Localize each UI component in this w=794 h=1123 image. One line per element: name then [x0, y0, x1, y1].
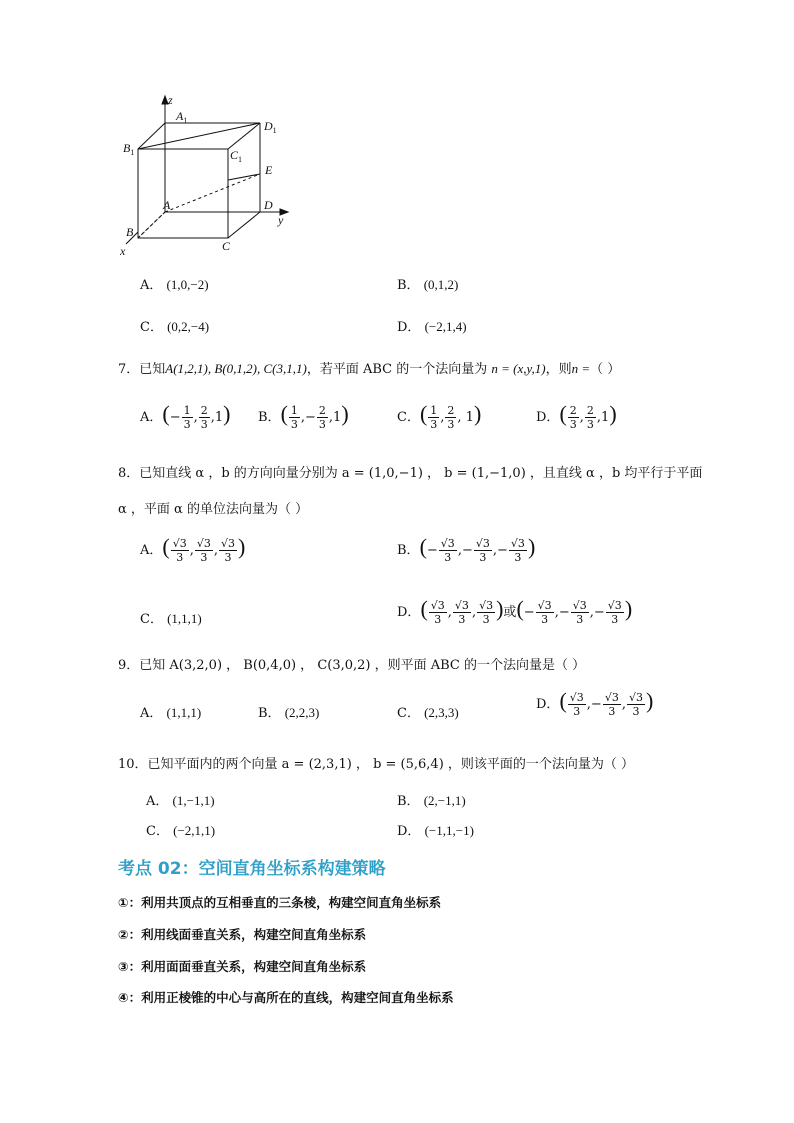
q10-option-d[interactable]: D． (−1,1,−1) — [397, 823, 474, 839]
cube-figure — [110, 92, 310, 262]
q6-option-a[interactable]: A． (1,0,−2) — [140, 277, 209, 293]
q7-option-b[interactable]: B．( $\frac{1}{3}$ ,− $\frac{2}{3}$ ,1) — [258, 401, 349, 431]
q9-option-b[interactable]: B． (2,2,3) — [258, 705, 320, 721]
label-c: C — [222, 239, 231, 253]
q10-option-a[interactable]: A． (1,−1,1) — [146, 793, 215, 809]
label-y: y — [278, 213, 284, 227]
label-e: E — [265, 163, 273, 177]
strategy-item-3: ③：利用面面垂直关系，构建空间直角坐标系 — [118, 959, 367, 974]
label-b1: $B_1$ — [123, 141, 135, 157]
q9-option-d[interactable]: D．( $\frac{√3}{3}$ ,− $\frac{√3}{3}$ , $\frac{√3}{3}$ ) — [536, 688, 654, 718]
q8-option-c[interactable]: C． (1,1,1) — [140, 611, 202, 627]
label-b: B — [126, 225, 134, 239]
label-c1: $C_1$ — [230, 148, 243, 164]
q10-option-b[interactable]: B． (2,−1,1) — [397, 793, 466, 809]
q7-option-d[interactable]: D．( $\frac{2}{3}$ , $\frac{2}{3}$ ,1) — [536, 401, 617, 431]
section-heading: 考点 02：空间直角坐标系构建策略 — [118, 859, 386, 879]
q9-option-a[interactable]: A． (1,1,1) — [140, 705, 202, 721]
strategy-item-2: ②：利用线面垂直关系，构建空间直角坐标系 — [118, 927, 367, 942]
question-9: 9．已知 A(3,2,0) ， B(0,4,0) ， C(3,0,2) ，则平面 ABC 的一个法向量是（ ） — [118, 658, 586, 673]
q7-option-c[interactable]: C．( $\frac{1}{3}$ , $\frac{2}{3}$ , 1) — [397, 401, 482, 431]
q6-option-d[interactable]: D． (−2,1,4) — [397, 319, 467, 335]
question-7: 7．已知A(1,2,1), B(0,1,2), C(3,1,1)，若平面 ABC 的一个法向量为 n = (x,y,1)，则n =（ ） — [118, 361, 621, 377]
q8-option-b[interactable]: B．(− $\frac{√3}{3}$ ,− $\frac{√3}{3}$ ,− $\frac{√3}{3}$ ) — [397, 534, 536, 564]
q6-option-c[interactable]: C． (0,2,−4) — [140, 319, 210, 335]
question-8-line-2: α ，平面 α 的单位法向量为（ ） — [118, 502, 309, 517]
q10-option-c[interactable]: C． (−2,1,1) — [146, 823, 216, 839]
strategy-item-4: ④：利用正棱锥的中心与高所在的直线，构建空间直角坐标系 — [118, 990, 454, 1005]
label-a1: $A_1$ — [176, 109, 188, 125]
strategy-item-1: ①：利用共顶点的互相垂直的三条棱，构建空间直角坐标系 — [118, 895, 442, 910]
label-z: z — [168, 93, 173, 107]
label-d: D — [264, 198, 273, 212]
q7-option-a[interactable]: A．(− $\frac{1}{3}$ , $\frac{2}{3}$ ,1) — [140, 401, 231, 431]
q6-option-b[interactable]: B． (0,1,2) — [397, 277, 459, 293]
question-10: 10．已知平面内的两个向量 a = (2,3,1) ， b = (5,6,4) ，则该平面的一个法向量为（ ） — [118, 757, 635, 772]
q9-option-c[interactable]: C． (2,3,3) — [397, 705, 459, 721]
q8-option-a[interactable]: A．( $\frac{√3}{3}$ , $\frac{√3}{3}$ , $\frac{√3}{3}$ ) — [140, 534, 246, 564]
q8-option-d[interactable]: D．( $\frac{√3}{3}$ , $\frac{√3}{3}$ , $\frac{√3}{3}$ )或(− $\frac{√3}{3}$ ,− $\frac{√3}{3}$ ,− $\frac{√3}{3}$ ) — [397, 596, 633, 626]
question-8-line-1: 8．已知直线 α ，b 的方向向量分别为 a = (1,0,−1) ， b = (1,−1,0) ，且直线 α ，b 均平行于平面 — [118, 466, 703, 481]
label-d1: $D_1$ — [264, 119, 277, 135]
label-x: x — [120, 244, 126, 258]
label-a: A — [163, 198, 171, 212]
